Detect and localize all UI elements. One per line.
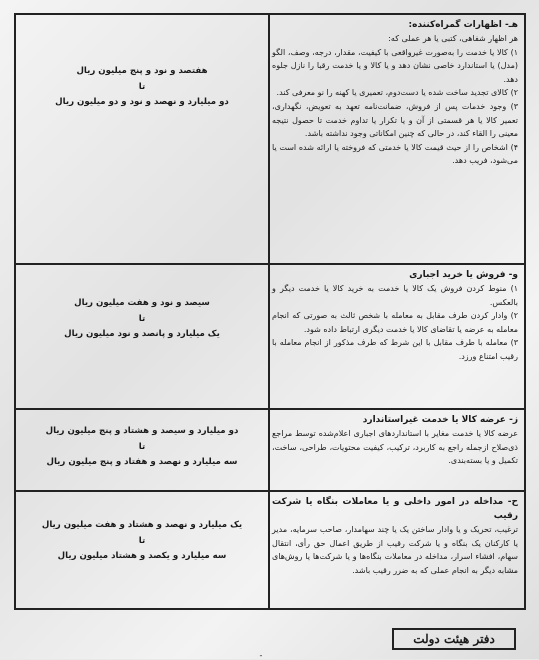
paragraph: ۱) منوط کردن فروش یک کالا یا خدمت به خرید کالا یا خدمت دیگر و بالعکس. xyxy=(272,284,518,307)
paragraph: ۳) معامله با طرف مقابل با این شرط که طرف مذکور از انجام معامله با رقیب امتناع ورزد. xyxy=(272,338,518,361)
penalty-cell xyxy=(20,265,264,408)
paragraph: ۳) وجود خدمات پس از فروش، ضمانت‌نامه تعهد به تعویض، نگهداری، تعمیر کالا یا هر قسمتی از آن و یا تکرار یا تداوم خدمت تا حصول نتیجه معینی را القاء کند، در حالی که چنین امکاناتی وجود نداشته باشد. xyxy=(272,101,518,139)
column-divider xyxy=(268,492,270,608)
penalty-min: یک میلیارد و نهصد و هشتاد و هفت میلیون ریال xyxy=(41,520,243,530)
penalty-cell xyxy=(20,15,264,263)
office-stamp-box: دفتر هیئت دولت xyxy=(392,628,516,650)
paragraph: ترغیب، تحریک و یا وادار ساختن یک یا چند سهامدار، صاحب سرمایه، مدیر یا کارکنان یک بنگاه و یا شرکت رقیب از طریق اعمال حق رأی، انتقال سهام، افشاء اسرار، مداخله در معاملات بنگاه‌ها و یا شرکت‌ها یا روش‌های مشابه دیگر به انجام عملی که به ضرر رقیب باشد. xyxy=(272,525,518,575)
penalty-min: سیصد و نود و هفت میلیون ریال xyxy=(74,298,210,308)
table-row-v xyxy=(16,265,524,410)
penalty-cell xyxy=(20,492,264,608)
column-divider xyxy=(268,15,270,263)
paragraph: ۴) اشخاص را از حیث قیمت کالا یا خدمتی که فروخته یا ارائه شده است یا می‌شود، فریب دهد. xyxy=(272,142,518,166)
offense-cell xyxy=(272,410,518,490)
penalty-min: هفتصد و نود و پنج میلیون ریال xyxy=(76,66,208,76)
penalty-separator: تا xyxy=(138,81,146,92)
penalty-max: سه میلیارد و یکصد و هشتاد میلیون ریال xyxy=(57,551,227,561)
section-heading: ح- مداخله در امور داخلی و یا معاملات بنگاه یا شرکت رقیب xyxy=(272,497,518,521)
column-divider xyxy=(268,410,270,490)
penalty-min: دو میلیارد و سیصد و هشتاد و پنج میلیون ریال xyxy=(45,426,239,436)
paragraph: ۲) وادار کردن طرف مقابل به معامله با شخص ثالث به صورتی که انجام معامله به عرضه یا تقاضای کالا یا خدمت دیگری ارتباط داده شود. xyxy=(272,311,518,334)
page-number-mark: - xyxy=(259,651,263,660)
penalty-separator: تا xyxy=(138,441,146,452)
paragraph: ۱) کالا یا خدمت را به‌صورت غیرواقعی با کیفیت، مقدار، درجه، وصف، الگو (مدل) یا استاندارد خاصی نشان دهد و یا کالا و یا خدمت رقبا را نازل جلوه دهد. xyxy=(272,47,518,84)
offense-cell xyxy=(272,15,518,263)
penalty-separator: تا xyxy=(138,313,146,324)
penalty-max: دو میلیارد و نهصد و نود و دو میلیون ریال xyxy=(55,97,229,107)
table-row-h2 xyxy=(16,492,524,608)
penalty-table xyxy=(14,13,526,610)
paragraph: هر اظهار شفاهی، کتبی یا هر عملی که: xyxy=(388,34,518,43)
offense-cell xyxy=(272,492,518,608)
table-row-z xyxy=(16,410,524,492)
paragraph: عرضه کالا یا خدمت مغایر با استانداردهای اجباری اعلام‌شده توسط مراجع ذی‌صلاح ازجمله راجع به کاربرد، ترکیب، کیفیت محتویات، طراحی، ساخت، تکمیل و یا بسته‌بندی. xyxy=(272,429,518,466)
section-heading: ز- عرضه کالا یا خدمت غیراستاندارد xyxy=(362,415,518,425)
penalty-separator: تا xyxy=(138,535,146,546)
section-heading: و- فروش یا خرید اجباری xyxy=(409,270,518,280)
offense-cell xyxy=(272,265,518,408)
section-heading: هـ- اظهارات گمراه‌کننده: xyxy=(408,20,518,30)
column-divider xyxy=(268,265,270,408)
penalty-max: سه میلیارد و نهصد و هفتاد و پنج میلیون ریال xyxy=(46,457,238,467)
penalty-max: یک میلیارد و پانصد و نود میلیون ریال xyxy=(64,329,220,339)
paragraph: ۲) کالای تجدید ساخت شده یا دست‌دوم، تعمیری یا کهنه را نو معرفی کند. xyxy=(276,88,518,98)
penalty-cell xyxy=(20,410,264,490)
table-row-h xyxy=(16,15,524,265)
